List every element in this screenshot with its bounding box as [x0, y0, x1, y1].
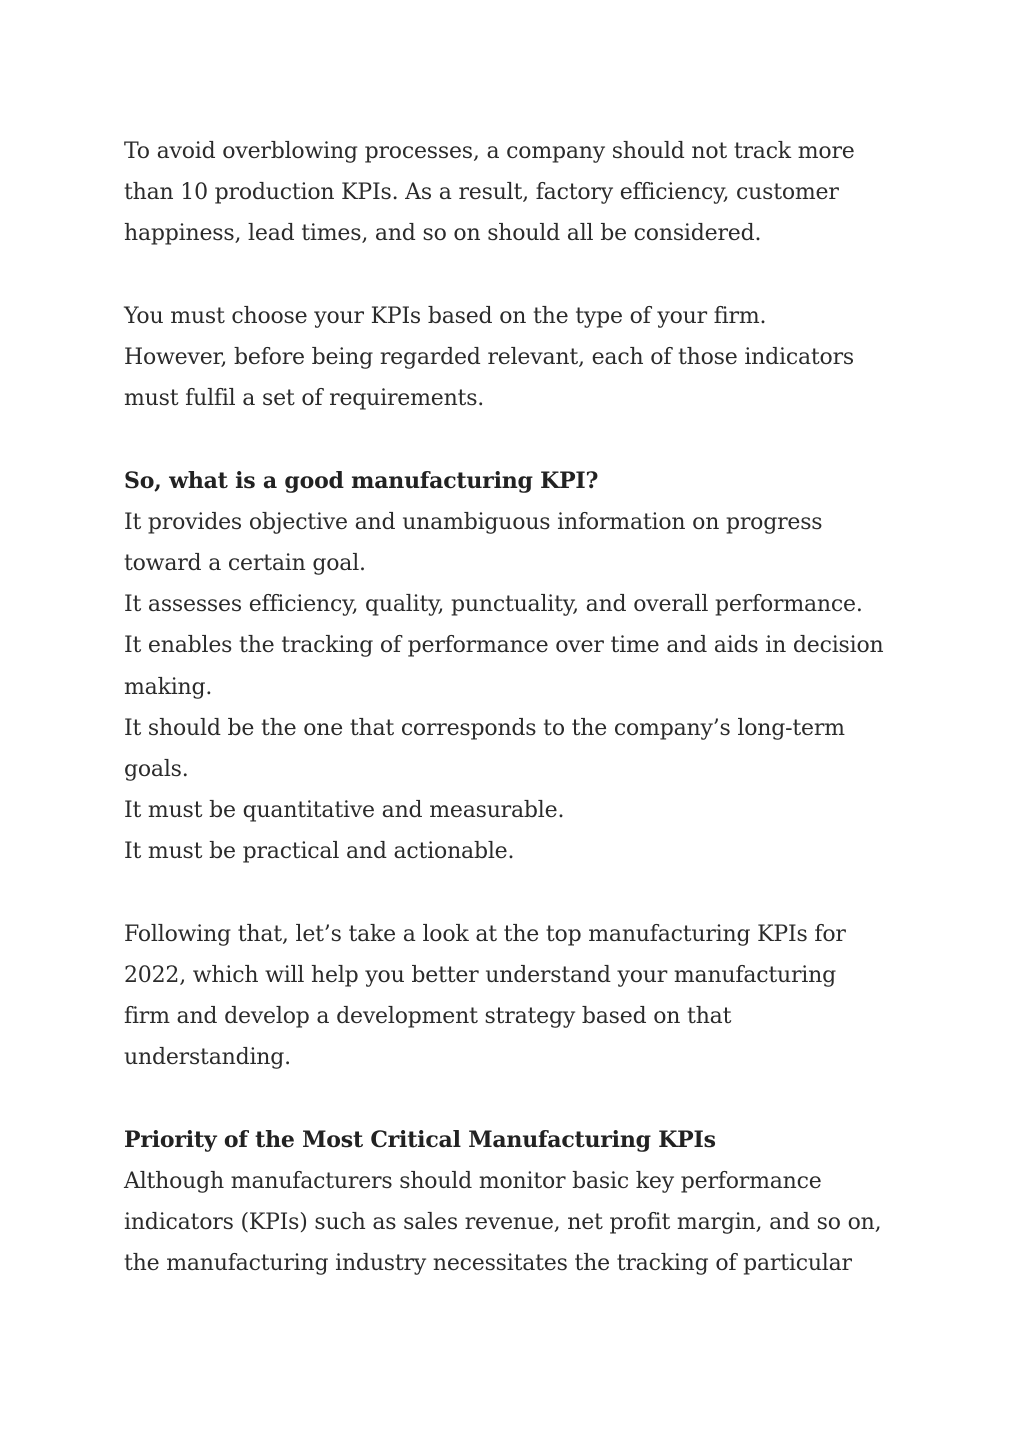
paragraph-gap — [124, 419, 924, 460]
paragraph-gap — [124, 255, 924, 296]
text-line: Although manufacturers should monitor basic key performance — [124, 1169, 822, 1195]
text-line: 2022, which will help you better understand your manufacturing — [124, 963, 836, 989]
paragraph-kpi-limit — [124, 131, 924, 255]
text-line: You must choose your KPIs based on the type of your firm. — [124, 303, 767, 329]
text-line: It assesses efficiency, quality, punctuality, and overall performance. — [124, 592, 863, 618]
text-line: However, before being regarded relevant, each of those indicators — [124, 345, 854, 370]
section-priority-kpis — [124, 1120, 924, 1285]
section-heading: Priority of the Most Critical Manufacturing KPIs — [124, 1126, 716, 1153]
paragraph-gap — [124, 873, 924, 914]
text-line: It should be the one that corresponds to the company’s long-term — [124, 715, 845, 741]
text-line: the manufacturing industry necessitates the tracking of particular — [124, 1251, 852, 1277]
text-line: understanding. — [124, 1045, 291, 1071]
text-line: It must be practical and actionable. — [124, 839, 515, 865]
text-line: than 10 production KPIs. As a result, factory efficiency, customer — [124, 180, 839, 206]
document-page — [124, 131, 924, 1285]
section-heading: So, what is a good manufacturing KPI? — [124, 467, 599, 494]
section-good-kpi — [124, 461, 924, 873]
paragraph-choose-kpis — [124, 296, 924, 420]
text-line: making. — [124, 674, 213, 700]
text-line: goals. — [124, 757, 189, 783]
paragraph-gap — [124, 1079, 924, 1120]
text-line: It enables the tracking of performance over time and aids in decision — [124, 633, 884, 659]
text-line: It must be quantitative and measurable. — [124, 798, 565, 824]
text-line: firm and develop a development strategy based on that — [124, 1004, 732, 1030]
text-line: happiness, lead times, and so on should all be considered. — [124, 221, 762, 247]
paragraph-top-kpis — [124, 914, 924, 1079]
text-line: toward a certain goal. — [124, 551, 366, 576]
text-line: must fulfil a set of requirements. — [124, 386, 485, 412]
text-line: Following that, let’s take a look at the top manufacturing KPIs for — [124, 921, 846, 947]
text-line: It provides objective and unambiguous information on progress — [124, 509, 823, 535]
text-line: To avoid overblowing processes, a company should not track more — [124, 139, 855, 164]
text-line: indicators (KPIs) such as sales revenue, net profit margin, and so on, — [124, 1210, 882, 1236]
